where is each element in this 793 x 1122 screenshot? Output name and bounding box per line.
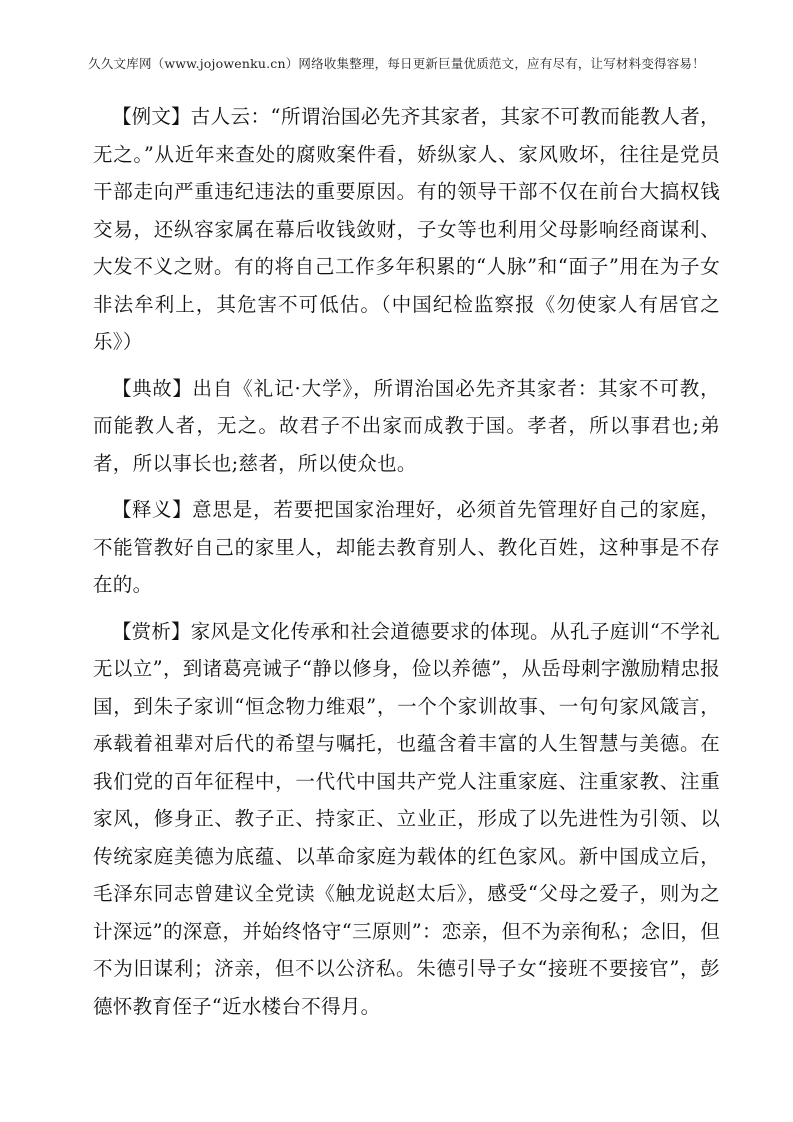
document-body	[93, 98, 720, 1034]
paragraph-text: 出自《礼记·大学》，所谓治国必先齐其家者：其家不可教，而能教人者，无之。故君子不出家而成教于国。孝者，所以事君也;弟者，所以事长也;慈者，所以使众也。	[93, 376, 720, 475]
paragraph-example	[93, 98, 720, 361]
page-header: 久久文库网（www.jojowenku.cn）网络收集整理，每日更新巨量优质范文，应有尽有，让写材料变得容易！	[88, 56, 705, 71]
section-tag: 【例文】	[112, 105, 191, 128]
paragraph-text: 家风是文化传承和社会道德要求的体现。从孔子庭训“不学礼无以立”，到诸葛亮诫子“静以修身，俭以养德”，从岳母刺字激励精忠报国，到朱子家训“恒念物力维艰”，一个个家训故事、一句句家风箴言，承载着祖辈对后代的希望与嘱托，也蕴含着丰富的人生智慧与美德。在我们党的百年征程中，一代代中国共产党人注重家庭、注重家教、注重家风，修身正、教子正、持家正、立业正，形成了以先进性为引领、以传统家庭美德为底蕴、以革命家庭为载体的红色家风。新中国成立后，毛泽东同志曾建议全党读《触龙说赵太后》，感受“父母之爱子，则为之计深远”的深意，并始终恪守“三原则”：恋亲，但不为亲徇私；念旧，但不为旧谋利；济亲，但不以公济私。朱德引导子女“接班不要接官”，彭德怀教育侄子“近水楼台不得月。	[93, 619, 720, 1018]
paragraph-text: 古人云：“所谓治国必先齐其家者，其家不可教而能教人者，无之。”从近年来查处的腐败案件看，娇纵家人、家风败坏，往往是党员干部走向严重违纪违法的重要原因。有的领导干部不仅在前台大搞权钱交易，还纵容家属在幕后收钱敛财，子女等也利用父母影响经商谋利、大发不义之财。有的将自己工作多年积累的“人脉”和“面子”用在为子女非法牟利上，其危害不可低估。（中国纪检监察报《勿使家人有居官之乐》）	[93, 105, 720, 353]
paragraph-allusion	[93, 370, 720, 483]
paragraph-interpretation	[93, 491, 720, 604]
section-tag: 【赏析】	[112, 619, 191, 643]
section-tag: 【释义】	[112, 498, 193, 521]
paragraph-appreciation	[93, 613, 720, 1026]
section-tag: 【典故】	[112, 376, 193, 400]
paragraph-text: 意思是，若要把国家治理好，必须首先管理好自己的家庭，不能管教好自己的家里人，却能去教育别人、教化百姓，这种事是不存在的。	[93, 498, 720, 596]
